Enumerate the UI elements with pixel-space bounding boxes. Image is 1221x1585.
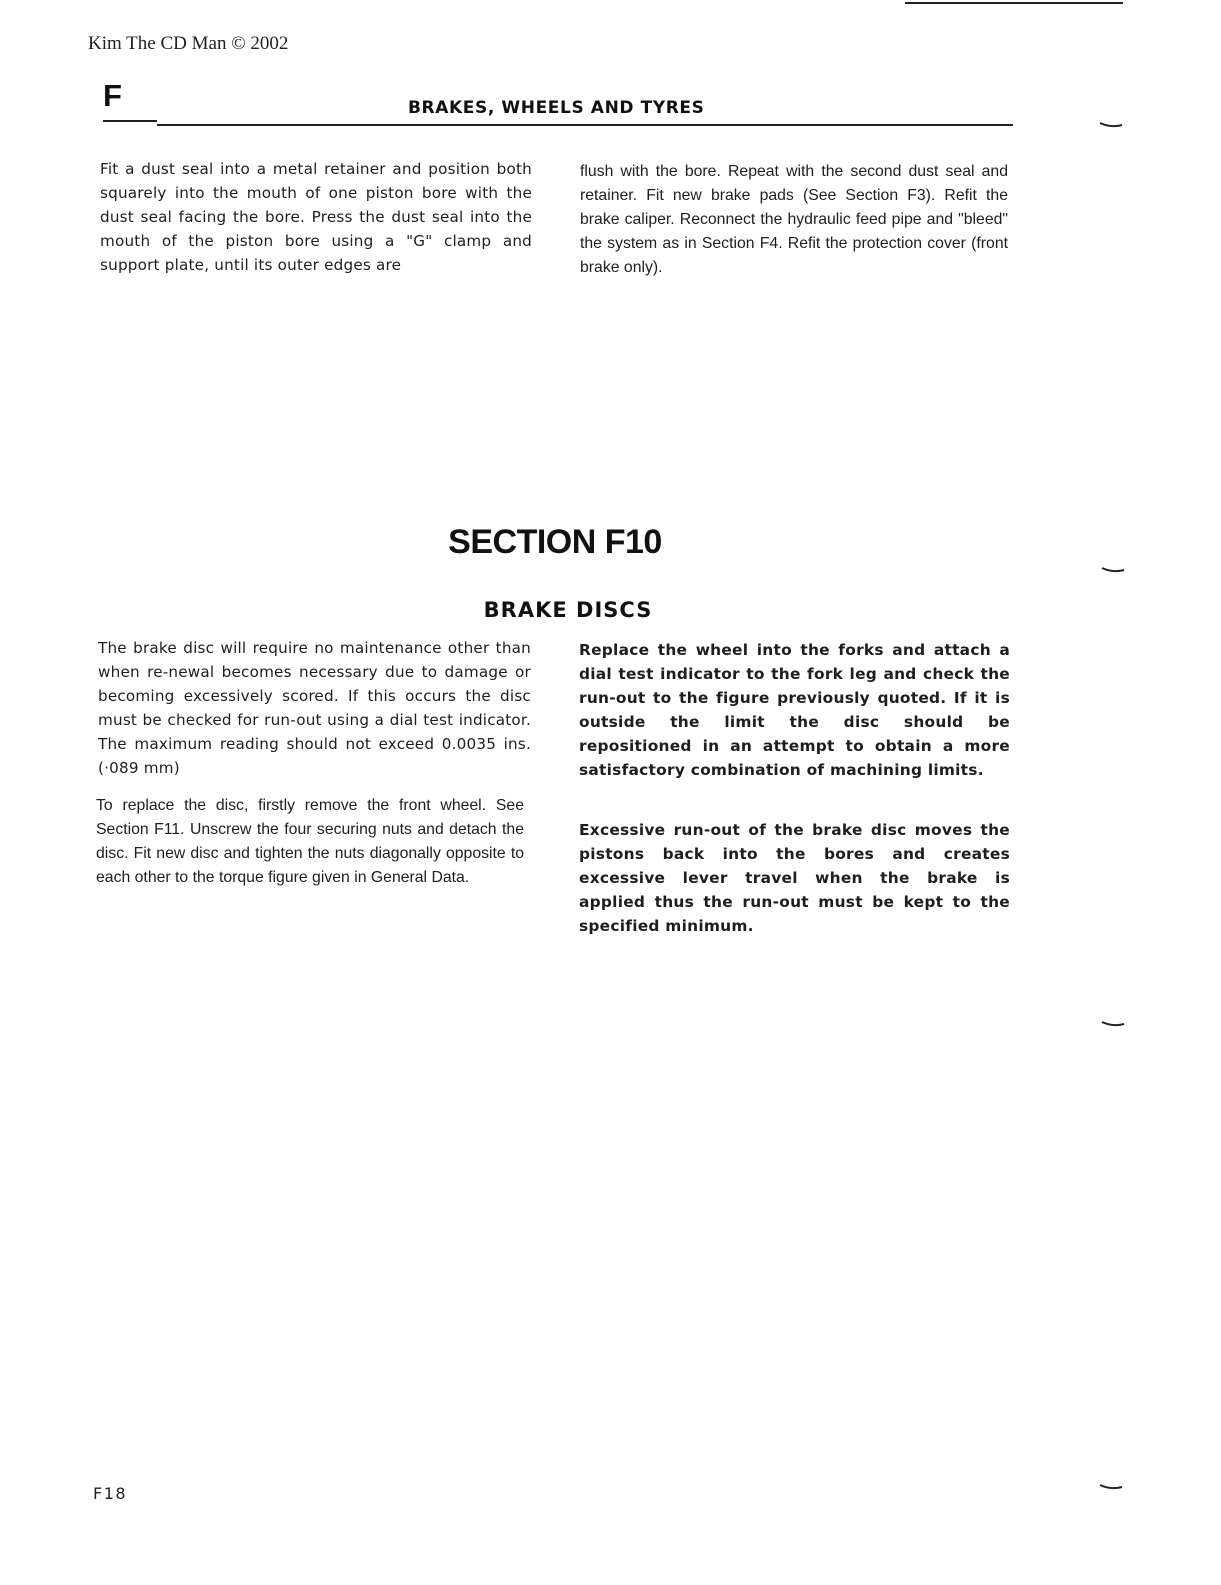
section-letter: F	[103, 78, 122, 113]
binding-hole-mark-2	[1101, 566, 1125, 574]
section-subheading: BRAKE DISCS	[483, 598, 653, 622]
section-heading: SECTION F10	[448, 523, 662, 561]
top-edge-rule	[905, 2, 1123, 4]
left-paragraph-1: The brake disc will require no maintenance other than when re-newal becomes necessary due to damage or becoming excessively scored. If this occurs the disc must be checked for run-out using a dial test indicator. The maximum reading should not exceed 0.0035 ins. (·089 mm)	[98, 639, 531, 777]
right-paragraph-2: Excessive run-out of the brake disc moves the pistons back into the bores and creates excessive lever travel when the brake is applied thus the run-out must be kept to the specified minimum.	[579, 821, 1010, 935]
page-number: F18	[93, 1484, 128, 1503]
binding-hole-mark-4	[1099, 1483, 1123, 1491]
top-left-paragraph: Fit a dust seal into a metal retainer and position both squarely into the mouth of one piston bore with the dust seal facing the bore. Press the dust seal into the mouth of the piston bore using a "G" clamp and support plate, until its outer edges are	[100, 160, 532, 274]
chapter-title: BRAKES, WHEELS AND TYRES	[408, 98, 705, 118]
top-right-paragraph: flush with the bore. Repeat with the second dust seal and retainer. Fit new brake pads (See Section F3). Refit the brake caliper. Reconnect the hydraulic feed pipe and "bleed" the system as in Section F4. Refit the protection cover (front brake only).	[580, 163, 1008, 276]
header-rule-left	[103, 120, 157, 122]
header-rule	[157, 124, 1013, 126]
right-paragraph-1: Replace the wheel into the forks and attach a dial test indicator to the fork leg and check the run-out to the figure previously quoted. If it is outside the limit the disc should be repositioned in an attempt to obtain a more satisfactory combination of machining limits.	[579, 641, 1010, 779]
copyright-notice: Kim The CD Man © 2002	[88, 33, 289, 54]
binding-hole-mark-3	[1101, 1020, 1125, 1028]
left-paragraph-2: To replace the disc, firstly remove the front wheel. See Section F11. Unscrew the four securing nuts and detach the disc. Fit new disc and tighten the nuts diagonally opposite to each other to the torque figure given in General Data.	[96, 797, 524, 886]
binding-hole-mark-1	[1099, 121, 1123, 129]
